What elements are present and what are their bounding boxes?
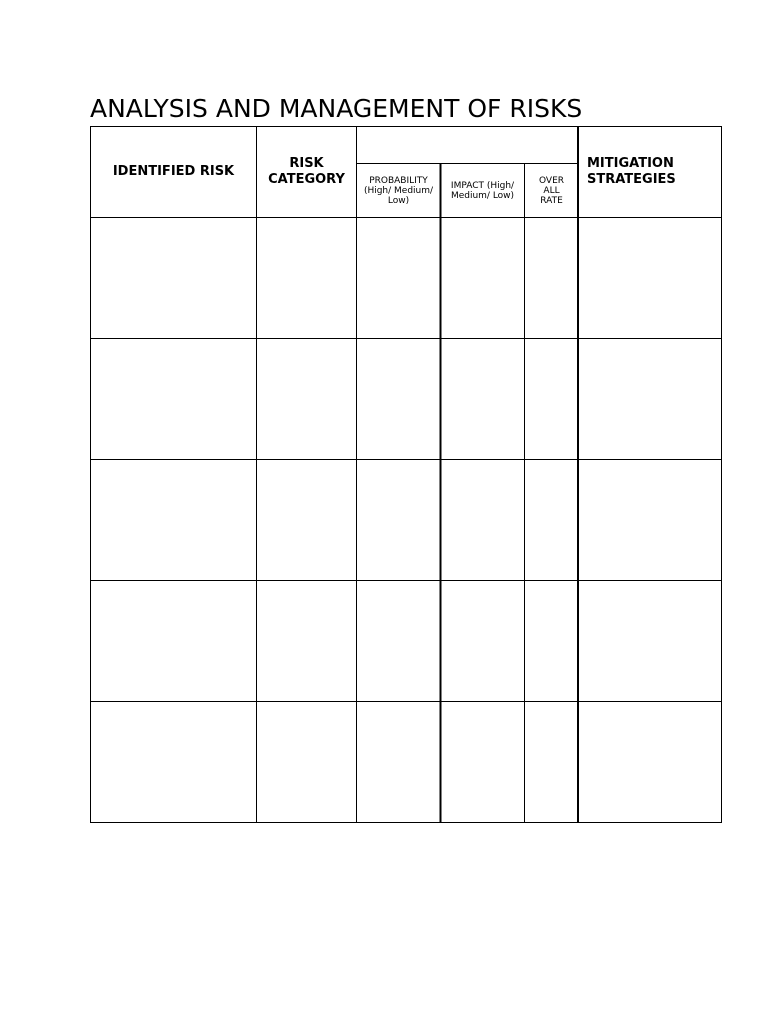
header-impact: IMPACT (High/ Medium/ Low): [450, 180, 515, 201]
table-cell-impact[interactable]: [441, 218, 524, 338]
table-cell-probability[interactable]: [357, 581, 440, 701]
table-cell-impact[interactable]: [441, 339, 524, 459]
table-cell-risk-category[interactable]: [257, 218, 356, 338]
table-cell-identified-risk[interactable]: [91, 218, 256, 338]
table-cell-risk-category[interactable]: [257, 460, 356, 580]
table-cell-identified-risk[interactable]: [91, 581, 256, 701]
header-probability: PROBABILITY (High/ Medium/ Low): [363, 175, 434, 206]
header-mitigation-strategies: MITIGATION STRATEGIES: [587, 156, 676, 187]
document-title: ANALYSIS AND MANAGEMENT OF RISKS: [90, 94, 583, 123]
table-cell-impact[interactable]: [441, 581, 524, 701]
table-cell-mitigation[interactable]: [579, 218, 721, 338]
table-cell-risk-category[interactable]: [257, 702, 356, 822]
table-cell-probability[interactable]: [357, 339, 440, 459]
table-cell-mitigation[interactable]: [579, 460, 721, 580]
table-cell-risk-category[interactable]: [257, 339, 356, 459]
table-cell-identified-risk[interactable]: [91, 460, 256, 580]
table-cell-overall-rate[interactable]: [525, 581, 578, 701]
table-cell-mitigation[interactable]: [579, 581, 721, 701]
table-cell-identified-risk[interactable]: [91, 702, 256, 822]
table-cell-probability[interactable]: [357, 218, 440, 338]
table-cell-identified-risk[interactable]: [91, 339, 256, 459]
table-cell-risk-category[interactable]: [257, 581, 356, 701]
header-identified-risk: IDENTIFIED RISK: [112, 164, 235, 179]
table-cell-overall-rate[interactable]: [525, 702, 578, 822]
table-cell-overall-rate[interactable]: [525, 460, 578, 580]
header-risk-category: RISK CATEGORY: [268, 156, 345, 187]
table-cell-mitigation[interactable]: [579, 339, 721, 459]
table-cell-impact[interactable]: [441, 702, 524, 822]
table-cell-overall-rate[interactable]: [525, 218, 578, 338]
table-cell-probability[interactable]: [357, 702, 440, 822]
table-cell-overall-rate[interactable]: [525, 339, 578, 459]
table-cell-mitigation[interactable]: [579, 702, 721, 822]
header-overall-rate: OVER ALL RATE: [538, 175, 565, 206]
table-cell-impact[interactable]: [441, 460, 524, 580]
table-cell-probability[interactable]: [357, 460, 440, 580]
